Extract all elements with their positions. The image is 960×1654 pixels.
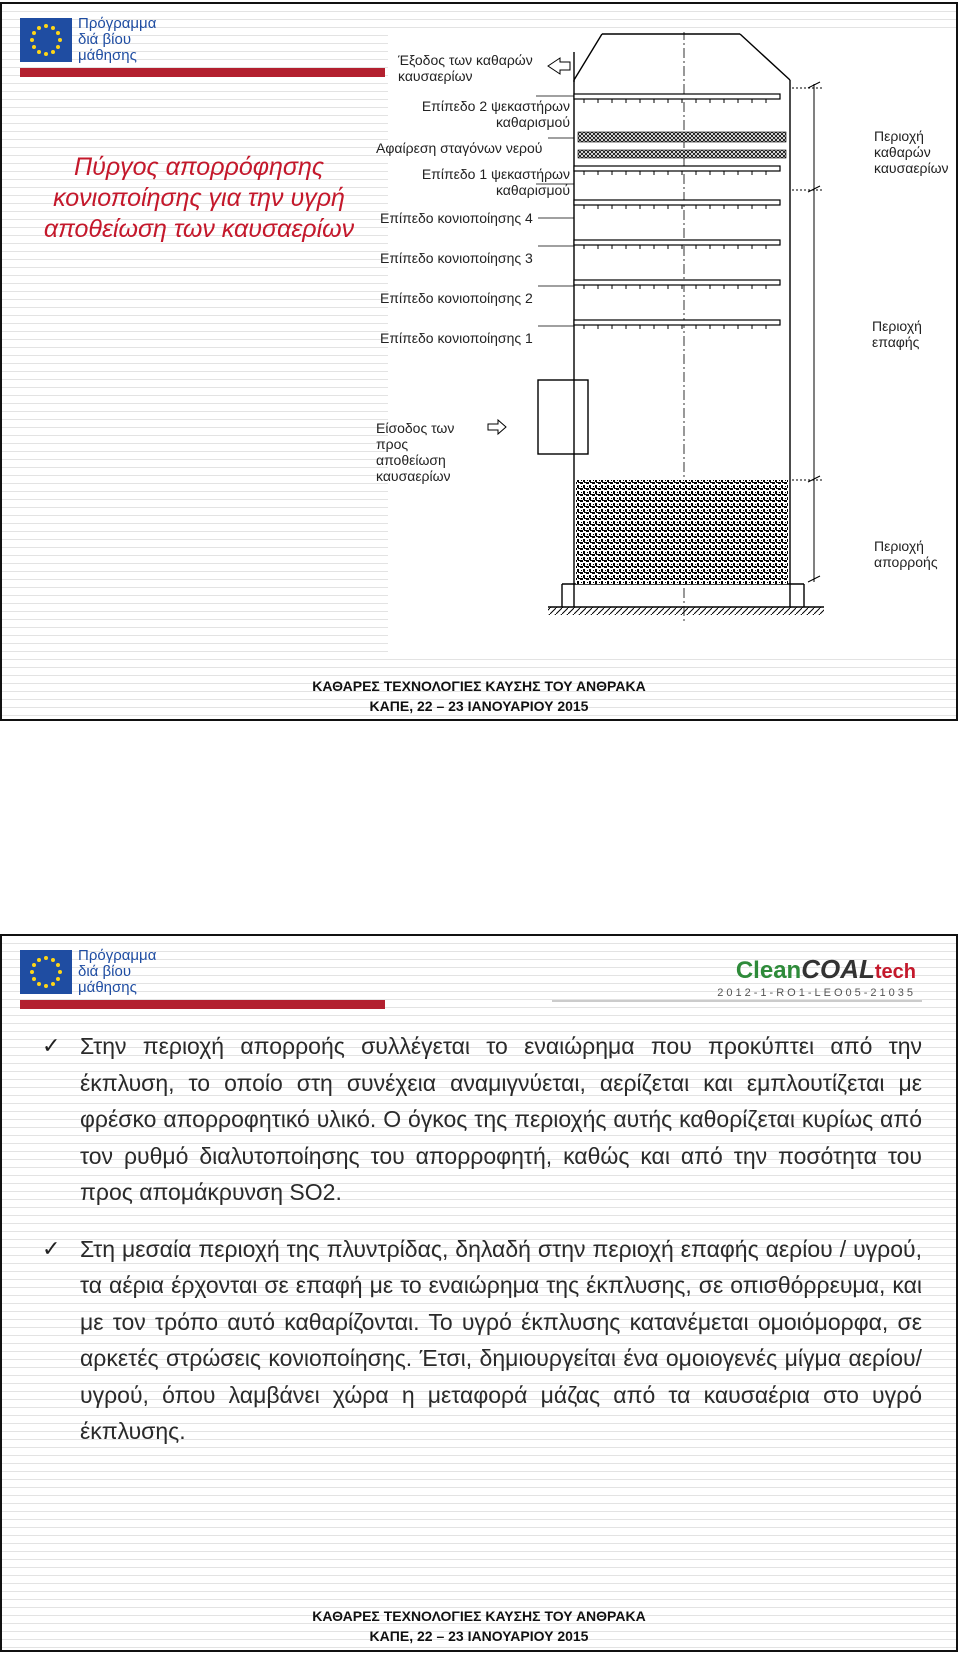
label-zone-clean-line2: καθαρών — [874, 144, 931, 160]
bullet-item — [42, 1231, 922, 1450]
checkmark-icon: ✓ — [42, 1235, 61, 1261]
label-exit — [398, 52, 533, 84]
label-spray-level-3: Επίπεδο κονιοποίησης 3 — [380, 250, 533, 266]
label-zone-absorb-line1: Περιοχή — [874, 538, 924, 554]
label-inlet-line2: προς — [376, 436, 409, 452]
logo-tech: tech — [874, 961, 916, 983]
header-red-bar — [20, 1000, 385, 1009]
bullet-item — [42, 1028, 922, 1211]
label-spray-level-1: Επίπεδο κονιοποίησης 1 — [380, 330, 533, 346]
lifelong-learning-logo — [20, 16, 156, 64]
label-level1-wash — [386, 166, 570, 198]
project-id: 2012-1-RO1-LEO05-21035 — [717, 987, 916, 999]
slide-title: Πύργος απορρόφησης κονιοποίησης για την υγρή αποθείωση των καυσαερίων — [43, 153, 355, 243]
header-red-bar — [20, 68, 385, 77]
label-zone-absorb-line2: απορροής — [874, 554, 938, 570]
label-level2-line2: καθαρισμού — [495, 114, 570, 130]
label-level2-line1: Επίπεδο 2 ψεκαστήρων — [421, 98, 570, 114]
lifelong-learning-logo — [20, 948, 156, 996]
program-line1: Πρόγραμμα — [78, 15, 157, 32]
label-zone-clean — [874, 128, 949, 176]
program-line3: μάθησης — [78, 979, 137, 996]
label-level2-wash — [390, 98, 570, 130]
label-inlet-line1: Είσοδος των — [376, 420, 455, 436]
label-exit-line1: Έξοδος των καθαρών — [398, 52, 533, 68]
label-inlet — [376, 420, 454, 484]
label-spray-level-2: Επίπεδο κονιοποίησης 2 — [380, 290, 533, 306]
footer-title: ΚΑΘΑΡΕΣ ΤΕΧΝΟΛΟΓΙΕΣ ΚΑΥΣΗΣ ΤΟΥ ΑΝΘΡΑΚΑ — [312, 678, 646, 694]
clean-coal-tech-logo — [717, 956, 916, 999]
label-zone-clean-line1: Περιοχή — [874, 128, 924, 144]
logo-clean: Clean — [735, 957, 802, 984]
label-inlet-line3: αποθείωση — [376, 452, 446, 468]
program-line1: Πρόγραμμα — [78, 947, 157, 964]
program-line3: μάθησης — [78, 47, 137, 64]
program-name — [78, 948, 156, 996]
eu-flag-icon — [20, 18, 72, 62]
checkmark-icon: ✓ — [42, 1033, 61, 1058]
bullet-text: Στην περιοχή απορροής συλλέγεται το εναιώρημα που προκύπτει από την έκπλυση, το οποίο στη συνέχεια αναμιγνύεται, αερίζεται και εμπλουτίζεται με φρέσκο απορροφητικό υλικό. Ο όγκος της περιοχής αυτής καθορίζεται κυρίως από τον ρυθμό διαλυτοποίησης του απορροφητή, καθώς και από την ποσότητα του προς απομάκρυνση SO2. — [80, 1033, 922, 1205]
logo-coal: COAL — [801, 954, 875, 984]
label-exit-line2: καυσαερίων — [398, 68, 473, 84]
slide-absorption-text — [0, 934, 958, 1652]
footer-date: ΚΑΠΕ, 22 – 23 ΙΑΝΟΥΑΡΙΟΥ 2015 — [369, 698, 589, 714]
slide-absorption-tower — [0, 2, 958, 721]
footer-title: ΚΑΘΑΡΕΣ ΤΕΧΝΟΛΟΓΙΕΣ ΚΑΥΣΗΣ ΤΟΥ ΑΝΘΡΑΚΑ — [312, 1608, 646, 1624]
eu-flag-icon — [20, 950, 72, 994]
label-inlet-line4: καυσαερίων — [376, 468, 451, 484]
header-grey-bar — [552, 1000, 922, 1002]
clean-coal-tech-wordmark — [717, 956, 916, 985]
label-zone-contact-line1: Περιοχή — [872, 318, 922, 334]
label-level1-line2: καθαρισμού — [495, 182, 570, 198]
footer-date: ΚΑΠΕ, 22 – 23 ΙΑΝΟΥΑΡΙΟΥ 2015 — [369, 1628, 589, 1644]
program-line2: διά βίου — [78, 963, 132, 980]
label-zone-contact — [872, 318, 922, 350]
label-level1-line1: Επίπεδο 1 ψεκαστήρων — [421, 166, 570, 182]
program-name — [78, 16, 156, 64]
label-drop-removal: Αφαίρεση σταγόνων νερού — [376, 140, 543, 156]
bullet-list — [42, 1028, 922, 1450]
program-line2: διά βίου — [78, 31, 132, 48]
label-zone-contact-line2: επαφής — [872, 334, 920, 350]
bullet-text: Στη μεσαία περιοχή της πλυντρίδας, δηλαδή στην περιοχή επαφής αερίου / υγρού, τα αέρια έρχονται σε επαφή με το εναιώρημα της έκπλυσης, σε οπισθόρρευμα, και με τον τρόπο αυτό καθαρίζονται. Το υγρό έκπλυσης κατανέμεται ομοιόμορφα, σε αρκετές στρώσεις κονιοποίησης. Έτσι, δημιουργείται ένα ομοιογενές μίγμα αερίου/υγρού, όπου λαμβάνει χώρα η μεταφορά μάζας από τα καυσαέρια στο υγρό έκπλυσης. — [80, 1235, 922, 1444]
label-spray-level-4: Επίπεδο κονιοποίησης 4 — [380, 210, 533, 226]
label-zone-absorb — [874, 538, 938, 570]
label-zone-clean-line3: καυσαερίων — [874, 160, 949, 176]
